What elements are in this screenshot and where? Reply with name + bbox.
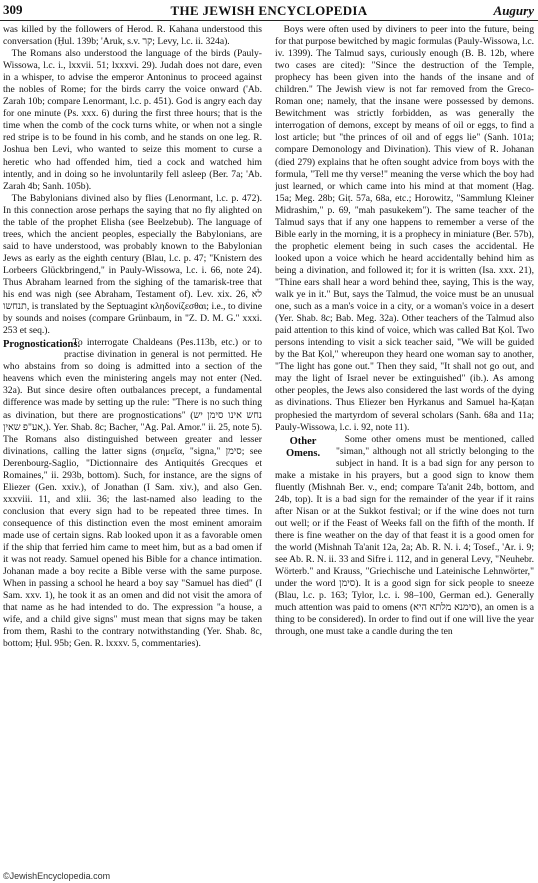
right-column <box>275 24 534 867</box>
paragraph: was killed by the followers of Herod. R. Kahana understood this conversation (Ḥul. 139b; 'Aruk, s.v. קר; Levy, l.c. ii. 324a). <box>3 24 262 48</box>
sidenote-other-omens: Other Omens. <box>285 435 321 459</box>
sidenote-prognostications: Prognostications. <box>3 339 81 351</box>
publication-title: THE JEWISH ENCYCLOPEDIA <box>170 3 368 18</box>
paragraph: To interrogate Chaldeans (Pes.113b, etc.) or to practise divination in general is not permitted. He who abstains from so doing is admitted into a section of the heavens which even the ministering angels may not enter (Ned. 32a). But since desire often outbalances precept, a fundamental difference was made by setting up the rule: "There is no such thing as divination, but there are prognostications" (נחש אינו סימן יש ,אע"פ שאין). Yer. Shab. 8c; Bacher, "Ag. Pal. Amor." ii. 25, note 5). The Romans also distinguished between greater and lesser divinations, calling the latter signs (σημεῖα, "signa," סימן; see Derenbourg-Saglio, "Dictionnaire des Antiquités Grecques et Romaines," ii. 293b, bottom). Such, for instance, are the signs of Eliezer (Gen. xxiv.), of Jonathan (I Sam. xiv.), and also Gen. xxxviii. 11, and xlii. 36; the last-named also leading to the conclusion that every sign had to be repeated three times. In consequence of this distinction even the most eminent amoraim made use of certain signs. Rab looked upon it as a favorable omen if the ship that ferried him came to meet him, but as a bad omen if it was not ready. Samuel opened his Bible for a chance intimation. Johanan made a boy recite a Bible verse with the same purpose. When in passing a school he heard a boy say "Samuel has died" (I Sam. xxv. 1), he took it as an omen and did not visit the amora of that name as he had intended to do. The expression "a house, a wife, and a child give signs" must mean that signs may be taken from them, Rashi to the contrary notwithstanding (Yer. Shab. 8c, bottom; Ḥul. 95b; Gen. R. lxxxv. 5, commentaries). <box>3 337 262 650</box>
paragraph: The Romans also understood the language of the birds (Pauly-Wissowa, l.c. i., lxxvii. 51; lxxxvi. 29). Judah does not dare, even in a whisper, to advise the emperor Antoninus to proceed against the nobles of Rome; for the birds carry the voice onward ('Ab. Zarah 10b; compare Lenormant, l.c. p. 451). God is angry each day for one minute (Ps. xxx. 6) during the first three hours; that is the time when the comb of the cock turns white, or when not a single red stripe is to be found in his comb, and he stands on one leg. R. Joshua ben Levi, who wanted to seize this moment to curse a heretic who had offended him, tied a cock and watched him intently, and in doing so he involuntarily fell asleep (Ber. 7a; 'Ab. Zarah 4b; Sanh. 105b). <box>3 48 262 192</box>
paragraph: The Babylonians divined also by flies (Lenormant, l.c. p. 472). In this connection arose perhaps the saying that no fly alighted on the table of the prophet Elisha (see Beelzebub). The language of trees, which the ancient peoples, especially the Babylonians, are said to have understood, was probably known to the Babylonian Jews as early as the eighth century (Blau, l.c. p. 47; "Knistern des Lorbeers Glückbringend," in Pauly-Wissowa, l.c. i. 66, note 24). Thus Abraham learned from the sighing of the tamarisk-tree that his end was nigh (see Abraham, Testament of). Lev. xix. 26, לא תנחשו, is translated by the Septuagint κληδονίζεσθαι; i.e., to divine by sounds and noises (compare Grünbaum, in "Z. D. M. G." xxxi. 253 et seq.). <box>3 192 262 337</box>
page-number: 309 <box>3 2 23 17</box>
paragraph: Boys were often used by diviners to peer into the future, being for that purpose bewitched by magic formulas (Pauly-Wissowa, l.c. iv. 1399). The Talmud says, curiously enough (B. B. 12b, where two cases are cited): "Since the destruction of the Temple, prophecy has been given into the hands of the insane and of children." The Jewish view is not far removed from the Greco-Roman one; namely, that the insane were possessed by demons. Bewitchment was strictly forbidden, as was generally the interrogation of demons, except by means of oil or eggs, to find a lost article; but "the princes of oil and of eggs lie" (Sanh. 101a; compare Demonology and Divination). This view of R. Johanan (died 279) explains that he often sought advice from boys with the formula, "Tell me thy verse!" meaning the verse which the boy had just learned, or which came into his mind at that moment (Ḥag. 15a; Meg. 28b; Giṭ. 57a, 68a, etc.; Horowitz, "Sammlung Kleiner Midrashim," p. 69, "mah pasukekem"). The same teacher of the Talmud says that if any one happens to remember a verse of the Bible early in the morning, it is a prophecy in miniature (Ber. 57b), the prophetic element being in such cases the accidental. He looked upon a voice which he heard accidentally behind him as being a divination, and followed it; for it is written (Isa. xxx. 21), "Thine ears shall hear a word behind thee, saying, This is the way, walk ye in it." But, says the Talmud, the voice must be an unusual one, such as a man's voice in a city, or a woman's voice in a desert (Yer. Shab. 8c; Bab. Meg. 32a). Other teachers of the Talmud also paid attention to this kind of voice, which was called Bat Ḳol. Two persons intending to visit a sick teacher said, "We will be guided by the Bat Ḳol," whereupon they heard one woman say to another, "The light has gone out." Then they said, "It shall not go out, and may the light of Israel never be extinguished" (ib.). As among other peoples, the Jews also considered the last words of the dying as divinations. Thus Eliezer ben Hyrkanus and Samuel ha-Ḳaṭan prophesied the martyrdom of several scholars (Sanh. 68a and 11a; Pauly-Wissowa, l.c. i. 92, note 11). <box>275 24 534 433</box>
left-column <box>3 24 262 867</box>
paragraph: Some other omens must be mentioned, called "siman," although not all strictly belonging to the subject in hand. It is a bad sign for any person to make a mistake in his prayers, but a good sign to know them fluently (Mishnah Ber. v., end; compare Ta'anit 24b, bottom, and 24b, top). It is a bad sign for the remainder of the year if it rains after Nisan or at the Sukkot festival; or if the wine does not turn out well; or if the Feast of Weeks fall on the fifth of the month. If there is fine weather on the day of that feast it is a good omen for the world (Mishnah Ta'anit 12a, 2a; Ab. R. N. i. 4; Tosef., 'Ar. i. 9; see Ab. R. N. ii. 33 and Sifre i. 112, and in general Levy, "Neuhebr. Wörterb." and Krauss, "Griechische und Lateinische Lehnwörter," under the word סימן). It is a good sign for sick people to sneeze (Blau, l.c. p. 163; Tylor, l.c. i. 98–100, German ed.). Generally much attention was paid to omens (סימנא מלתא היא), an omen is a thing to be considered). In order to find out if one will live the year through, one must take a candle during the ten <box>275 433 534 638</box>
page-header <box>0 0 538 21</box>
footer-credit: ©JewishEncyclopedia.com <box>3 871 111 881</box>
running-head: Augury <box>493 3 534 18</box>
